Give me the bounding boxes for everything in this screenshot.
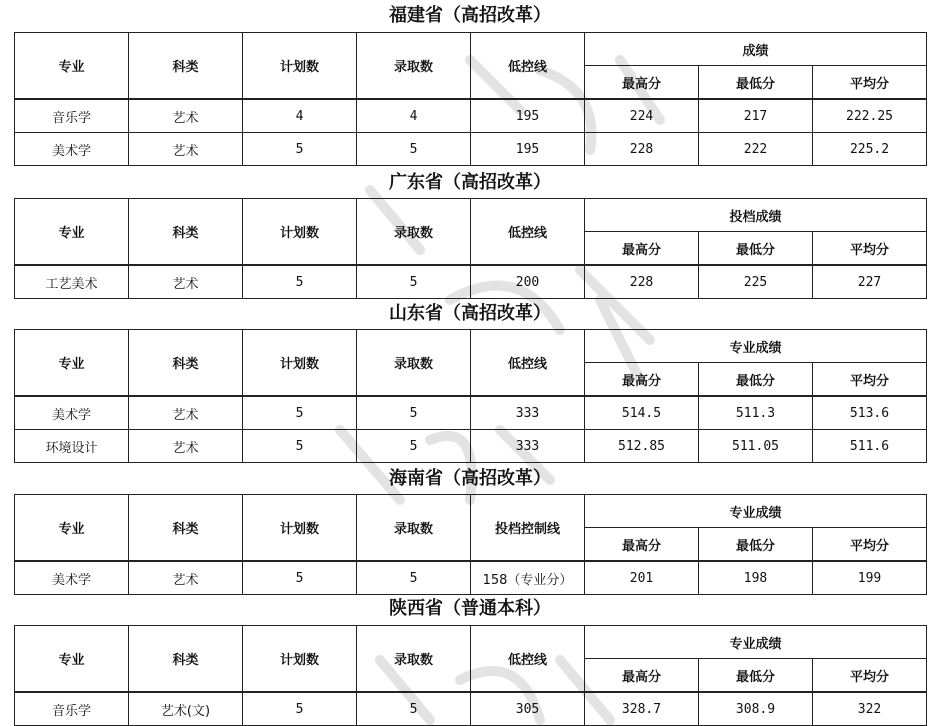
section-title-guangdong: 广东省（高招改革） xyxy=(389,172,551,193)
cell-min: 198 xyxy=(699,561,813,595)
cell-category: 艺术 xyxy=(129,430,243,463)
cell-major: 美术学 xyxy=(15,561,129,595)
header-max: 最高分 xyxy=(585,66,699,100)
table-row xyxy=(15,133,927,166)
header-control-line: 低控线 xyxy=(471,626,585,693)
header-plan: 计划数 xyxy=(243,199,357,266)
header-control-line: 低控线 xyxy=(471,33,585,100)
cell-plan: 5 xyxy=(243,265,357,299)
section-title-shaanxi: 陕西省（普通本科） xyxy=(389,598,551,619)
header-max: 最高分 xyxy=(585,363,699,397)
cell-admitted: 5 xyxy=(357,133,471,166)
table-row xyxy=(15,396,927,430)
header-control-line: 低控线 xyxy=(471,199,585,266)
cell-major: 美术学 xyxy=(15,396,129,430)
cell-avg: 225.2 xyxy=(813,133,927,166)
cell-category: 艺术 xyxy=(129,265,243,299)
header-plan: 计划数 xyxy=(243,33,357,100)
cell-admitted: 5 xyxy=(357,265,471,299)
score-table-fujian xyxy=(14,32,927,166)
cell-max: 514.5 xyxy=(585,396,699,430)
score-table-guangdong xyxy=(14,198,927,299)
header-min: 最低分 xyxy=(699,66,813,100)
cell-max: 328.7 xyxy=(585,692,699,726)
cell-major: 音乐学 xyxy=(15,692,129,726)
cell-control: 195 xyxy=(471,99,585,133)
header-avg: 平均分 xyxy=(813,363,927,397)
score-table-shandong xyxy=(14,329,927,463)
header-category: 科类 xyxy=(129,626,243,693)
cell-max: 224 xyxy=(585,99,699,133)
cell-avg: 322 xyxy=(813,692,927,726)
cell-min: 511.05 xyxy=(699,430,813,463)
header-category: 科类 xyxy=(129,199,243,266)
score-table-hainan xyxy=(14,494,927,595)
cell-major: 环境设计 xyxy=(15,430,129,463)
header-score-group: 专业成绩 xyxy=(585,626,927,659)
cell-min: 222 xyxy=(699,133,813,166)
cell-admitted: 4 xyxy=(357,99,471,133)
header-major: 专业 xyxy=(15,33,129,100)
header-admitted: 录取数 xyxy=(357,199,471,266)
header-admitted: 录取数 xyxy=(357,330,471,397)
header-score-group: 专业成绩 xyxy=(585,330,927,363)
cell-min: 217 xyxy=(699,99,813,133)
cell-control: 305 xyxy=(471,692,585,726)
header-avg: 平均分 xyxy=(813,528,927,562)
table-row xyxy=(15,99,927,133)
header-min: 最低分 xyxy=(699,528,813,562)
score-table-shaanxi xyxy=(14,625,927,726)
cell-control: 195 xyxy=(471,133,585,166)
cell-control: 200 xyxy=(471,265,585,299)
cell-plan: 5 xyxy=(243,396,357,430)
cell-plan: 5 xyxy=(243,133,357,166)
cell-max: 512.85 xyxy=(585,430,699,463)
section-title-shandong: 山东省（高招改革） xyxy=(389,303,551,324)
header-score-group: 投档成绩 xyxy=(585,199,927,232)
header-min: 最低分 xyxy=(699,363,813,397)
cell-min: 225 xyxy=(699,265,813,299)
cell-max: 201 xyxy=(585,561,699,595)
cell-avg: 222.25 xyxy=(813,99,927,133)
cell-category: 艺术 xyxy=(129,99,243,133)
header-max: 最高分 xyxy=(585,528,699,562)
cell-major: 工艺美术 xyxy=(15,265,129,299)
header-category: 科类 xyxy=(129,33,243,100)
header-category: 科类 xyxy=(129,330,243,397)
cell-plan: 5 xyxy=(243,430,357,463)
table-row xyxy=(15,430,927,463)
header-major: 专业 xyxy=(15,330,129,397)
cell-category: 艺术 xyxy=(129,396,243,430)
header-max: 最高分 xyxy=(585,232,699,266)
header-max: 最高分 xyxy=(585,659,699,693)
cell-control: 333 xyxy=(471,396,585,430)
cell-avg: 227 xyxy=(813,265,927,299)
cell-control: 333 xyxy=(471,430,585,463)
header-score-group: 成绩 xyxy=(585,33,927,66)
cell-admitted: 5 xyxy=(357,430,471,463)
cell-category: 艺术(文) xyxy=(129,692,243,726)
table-row xyxy=(15,561,927,595)
cell-avg: 513.6 xyxy=(813,396,927,430)
cell-category: 艺术 xyxy=(129,561,243,595)
header-plan: 计划数 xyxy=(243,626,357,693)
cell-max: 228 xyxy=(585,133,699,166)
header-avg: 平均分 xyxy=(813,232,927,266)
cell-avg: 511.6 xyxy=(813,430,927,463)
cell-admitted: 5 xyxy=(357,692,471,726)
cell-min: 308.9 xyxy=(699,692,813,726)
header-category: 科类 xyxy=(129,495,243,562)
header-plan: 计划数 xyxy=(243,330,357,397)
header-admitted: 录取数 xyxy=(357,626,471,693)
header-score-group: 专业成绩 xyxy=(585,495,927,528)
header-control-line: 投档控制线 xyxy=(471,495,585,562)
section-title-fujian: 福建省（高招改革） xyxy=(389,5,551,26)
header-major: 专业 xyxy=(15,626,129,693)
cell-control: 158（专业分） xyxy=(471,561,585,595)
cell-admitted: 5 xyxy=(357,396,471,430)
header-avg: 平均分 xyxy=(813,659,927,693)
header-min: 最低分 xyxy=(699,659,813,693)
cell-plan: 4 xyxy=(243,99,357,133)
header-control-line: 低控线 xyxy=(471,330,585,397)
header-major: 专业 xyxy=(15,199,129,266)
cell-plan: 5 xyxy=(243,692,357,726)
cell-admitted: 5 xyxy=(357,561,471,595)
header-min: 最低分 xyxy=(699,232,813,266)
cell-min: 511.3 xyxy=(699,396,813,430)
header-admitted: 录取数 xyxy=(357,33,471,100)
cell-avg: 199 xyxy=(813,561,927,595)
cell-major: 音乐学 xyxy=(15,99,129,133)
section-title-hainan: 海南省（高招改革） xyxy=(389,468,551,489)
cell-category: 艺术 xyxy=(129,133,243,166)
header-avg: 平均分 xyxy=(813,66,927,100)
cell-plan: 5 xyxy=(243,561,357,595)
header-major: 专业 xyxy=(15,495,129,562)
table-row xyxy=(15,692,927,726)
header-plan: 计划数 xyxy=(243,495,357,562)
table-row xyxy=(15,265,927,299)
header-admitted: 录取数 xyxy=(357,495,471,562)
cell-max: 228 xyxy=(585,265,699,299)
cell-major: 美术学 xyxy=(15,133,129,166)
